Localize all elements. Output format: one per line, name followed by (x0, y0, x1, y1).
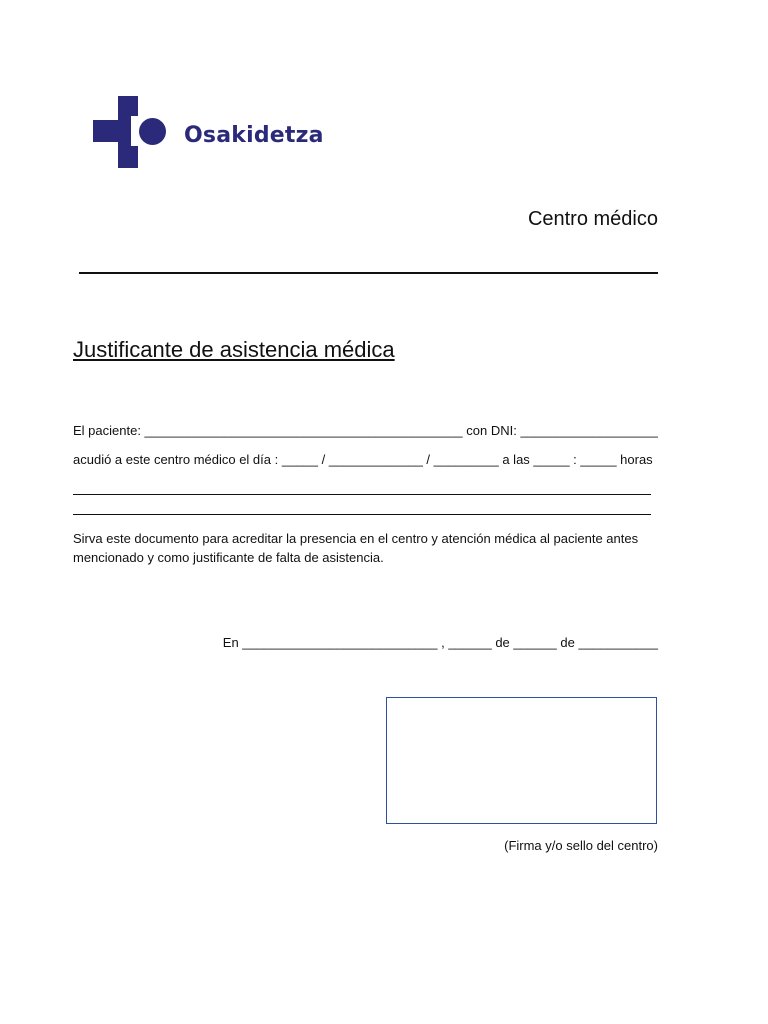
signature-caption: (Firma y/o sello del centro) (504, 838, 658, 853)
justification-paragraph: Sirva este documento para acreditar la presencia en el centro y atención médica al paciente antes mencionado y como justificante de falta de asistencia. (73, 531, 639, 565)
osakidetza-logo (93, 96, 324, 168)
centro-medico-label: Centro médico (527, 208, 658, 230)
blank-line-2 (73, 514, 651, 515)
place-date-line: En ___________________________ , ______ de ______ de ___________ (222, 635, 658, 650)
logo-text: Osakidetza (184, 122, 324, 148)
header-divider (79, 272, 658, 274)
patient-line: El paciente: ____________________________________________ con DNI: ___________________ (73, 423, 658, 438)
document-title: Justificante de asistencia médica (73, 337, 395, 362)
blank-line-1 (73, 494, 651, 495)
date-time-line: acudió a este centro médico el día : _____ / _____________ / _________ a las _____ : _____ horas (73, 452, 653, 467)
osakidetza-logo-icon (93, 96, 167, 168)
signature-box (386, 697, 657, 824)
